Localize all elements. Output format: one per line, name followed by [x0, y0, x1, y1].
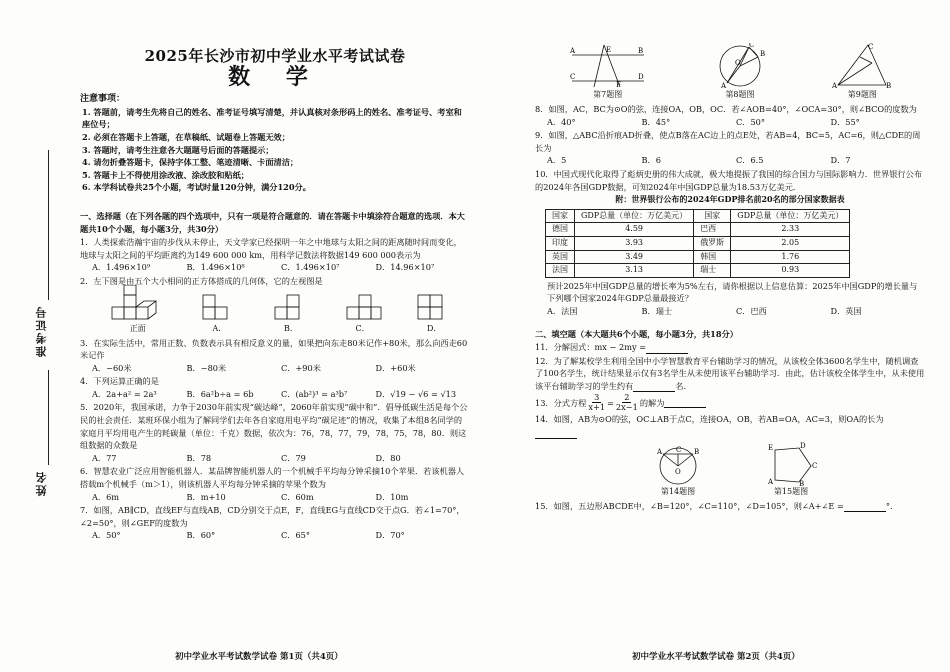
footer-right: 初中学业水平考试数学试卷 第2页（共4页） — [632, 652, 800, 662]
mid-figures — [547, 441, 925, 499]
right-column — [535, 40, 925, 512]
q8-option-d[interactable]: D．55° — [830, 116, 860, 127]
circle-chord-figure-icon — [653, 442, 703, 486]
q10-option-d[interactable]: D．英国 — [830, 305, 862, 316]
question-4: 4．下列运算正确的是 — [80, 376, 159, 387]
q6-options — [80, 491, 470, 504]
q9-option-d[interactable]: D．7 — [830, 155, 851, 166]
q5-option-d[interactable]: D．80 — [375, 452, 401, 463]
q7-option-c[interactable]: C．65° — [281, 530, 310, 541]
figure-15 — [763, 442, 819, 499]
view-b-icon — [271, 293, 311, 323]
circle-chords-figure-icon — [713, 43, 767, 89]
q13-fraction-2: $\frac{2}{2x-1}$ — [615, 392, 638, 413]
question-8: 8．如图，AC，BC为⊙O的弦，连接OA，OB，OC．若∠AOB=40°，∠OCA=30°，则∠BCO的度数为 — [535, 104, 917, 114]
q7-option-a[interactable]: A．50° — [92, 530, 121, 541]
footer-left: 初中学业水平考试数学试卷 第1页（共4页） — [175, 652, 343, 662]
svg-text:C: C — [676, 446, 682, 455]
q6-option-b[interactable]: B．m+10 — [186, 491, 226, 502]
subject-title: 数 学 — [228, 63, 322, 90]
q8-option-c[interactable]: C．50° — [736, 116, 765, 127]
q3-option-d[interactable]: D．+60米 — [375, 362, 416, 373]
figure-7-caption: 第7题图 — [593, 90, 623, 100]
q10-option-a[interactable]: A．法国 — [547, 305, 578, 316]
question-10: 10．中国式现代化取得了彪炳史册的伟大成就，极大地提振了我国的综合国力与国际影响力．世界银行公布的2024年各国GDP数据，可知2024年中国GDP总量为18.53万亿美元． — [535, 168, 923, 192]
q2-option-a-figure[interactable]: A． — [199, 293, 239, 336]
q5-option-b[interactable]: B．78 — [186, 452, 212, 463]
q7-option-b[interactable]: B．60° — [186, 530, 216, 541]
figure-8-caption: 第8题图 — [725, 90, 755, 100]
note-item: 2. 必须在答题卡上答题，在草稿纸、试题卷上答题无效； — [82, 131, 290, 142]
q5-option-a[interactable]: A．77 — [92, 452, 117, 463]
notes-heading: 注意事项： — [80, 94, 126, 105]
svg-text:D: D — [800, 442, 806, 451]
question-1: 1．人类探索浩瀚宇宙的步伐从未停止，天文学家已经探明一年之中地球与太阳之间的距离随时间而变化，地球与太阳之间的平均距离约为149 600 000 km，用科学记数法将数据149 600 000表示为 — [80, 237, 462, 260]
section1-heading: 一、选择题（在下列各题的四个选项中，只有一项是符合题意的．请在答题卡中填涂符合题意的选项．本大题共10个小题，每小题3分，共30分） — [80, 210, 465, 234]
question-11: 11．分解因式：mx − 2my = — [535, 341, 925, 354]
q3-options — [80, 362, 470, 375]
q7-option-d[interactable]: D．70° — [375, 530, 405, 541]
triangle-fold-figure-icon — [832, 43, 892, 89]
note-item: 3. 答题时，请考生注意各大题题号后面的答题提示； — [82, 144, 274, 155]
name-line — [48, 370, 49, 465]
q3-option-a[interactable]: A．−60米 — [92, 362, 132, 373]
table-row: 德国 4.59 巴西 2.33 — [546, 223, 850, 237]
svg-text:A: A — [832, 82, 838, 90]
q2-front-label: 正面 — [129, 323, 146, 333]
note-item: 4. 请勿折叠答题卡，保持字体工整、笔迹清晰、卡面清洁； — [82, 157, 299, 168]
section2-heading: 二、填空题（本大题共6个小题，每小题3分，共18分） — [535, 328, 738, 339]
figure-9-caption: 第9题图 — [847, 90, 877, 100]
q3-option-c[interactable]: C．+90米 — [281, 362, 321, 373]
svg-text:B: B — [637, 47, 643, 56]
ticket-line — [48, 150, 49, 300]
question-12: 12．为了解某校学生利用全国中小学智慧教育平台辅助学习的情况，从该校全体3600名学生中，随机调查了100名学生，统计结果显示仅有3名学生从未使用该平台辅助学习．由此，估计该校全体学生中，从未使用该平台辅助学习的学生约有 名. — [535, 355, 925, 391]
q5-options — [80, 452, 470, 465]
q3-option-b[interactable]: B．−80米 — [186, 362, 227, 373]
q2-figures — [92, 290, 470, 336]
gdp-table — [545, 209, 850, 278]
table-row: 英国 3.49 韩国 1.76 — [546, 250, 850, 264]
svg-text:O: O — [734, 59, 741, 68]
q8-option-b[interactable]: B．45° — [641, 116, 671, 127]
svg-text:C: C — [868, 43, 874, 52]
q10-options — [535, 305, 925, 318]
q1-option-b[interactable]: B．1.496×10⁸ — [186, 262, 245, 273]
gdp-table-caption: 附：世界银行公布的2024年GDP排名前20名的部分国家数据表 — [615, 194, 845, 205]
question-2: 2．左下图是由五个大小相同的正方体搭成的几何体，它的左视图是 — [80, 275, 323, 286]
q9-option-b[interactable]: B．6 — [641, 155, 661, 166]
question-6: 6．智慧农业广泛应用智能机器人．某品牌智能机器人的一个机械手平均每分钟采摘10个苹果．若该机器人搭载m个机械手（m＞1），则该机器人平均每分钟采摘的苹果个数为 — [80, 466, 465, 490]
svg-text:A: A — [768, 478, 774, 487]
figure-9 — [832, 43, 892, 102]
svg-text:E: E — [605, 46, 611, 55]
q9-options — [535, 154, 925, 167]
question-13: 13．分式方程 $\frac{3}{x+1}$ = $\frac{2}{2x-1}$ 的解为 — [535, 393, 925, 412]
q5-option-c[interactable]: C．79 — [281, 452, 306, 463]
cube-stack-icon — [108, 285, 168, 323]
parallel-lines-figure-icon — [568, 43, 648, 89]
q9-option-c[interactable]: C．6.5 — [736, 155, 764, 166]
q6-option-c[interactable]: C．60m — [281, 491, 314, 502]
question-9: 9．如图，△ABC沿折痕AD折叠，使点B落在AC边上的点E处，若AB=4，BC=5，AC=6，则△CDE的周长为 — [535, 130, 921, 153]
q7-options — [80, 529, 470, 542]
svg-text:E: E — [768, 444, 774, 453]
svg-text:C: C — [748, 43, 755, 50]
note-item: 5. 答题卡上不得使用涂改液、涂改胶和贴纸； — [82, 169, 249, 180]
question-3: 3．在实际生活中，常用正数、负数表示具有相反意义的量，如果把向东走80米记作+80米，那么向西走60米记作 — [80, 337, 468, 361]
q6-option-d[interactable]: D．10m — [375, 491, 409, 502]
svg-text:A: A — [720, 82, 727, 90]
q10-option-b[interactable]: B．瑞士 — [641, 305, 673, 316]
view-d-icon — [414, 293, 454, 323]
q8-options — [535, 116, 925, 129]
question-7: 7．如图，AB∥CD，直线EF与直线AB，CD分别交于点E，F，直线EG与直线CD交于点G．若∠1=70°，∠2=50°，则∠GEF的度数为 — [80, 505, 465, 528]
view-a-icon — [199, 293, 239, 323]
q6-option-a[interactable]: A．6m — [92, 491, 120, 502]
q2-option-c-figure[interactable]: C． — [343, 293, 383, 336]
q1-option-d[interactable]: D．14.96×10⁷ — [375, 262, 435, 273]
question-14: 14．如图，AB为⊙O的弦，OC⊥AB于点C，连接OA，OB，若AB=OA，AC=3，则OA的长为 — [535, 413, 925, 438]
q10-option-c[interactable]: C．巴西 — [736, 305, 767, 316]
q4-option-c[interactable]: C．(ab²)³ = a³b⁷ — [281, 388, 348, 399]
q1-options — [80, 261, 470, 274]
q8-option-a[interactable]: A．40° — [547, 116, 576, 127]
svg-text:C: C — [569, 73, 576, 82]
question-15: 15．如图，五边形ABCDE中，∠B=120°，∠C=110°，∠D=105°，则∠A+∠E = °. — [535, 500, 893, 511]
pentagon-figure-icon — [763, 442, 819, 486]
svg-text:C: C — [812, 462, 818, 471]
q1-option-a[interactable]: A．1.496×10⁹ — [92, 262, 151, 273]
figure-14 — [653, 442, 703, 499]
svg-text:B: B — [759, 50, 766, 59]
q4-option-a[interactable]: A．2a+a² = 2a³ — [92, 388, 157, 399]
table-row: 法国 3.13 瑞士 0.93 — [546, 264, 850, 278]
figure-14-caption: 第14题图 — [660, 487, 696, 497]
name-label: 姓名 — [35, 470, 48, 496]
q10-tail: 预计2025年中国GDP总量的增长率为5%左右，请你根据以上信息估算：2025年中国GDP的增长量与下列哪个国家2024年GDP总量最接近？ — [547, 280, 918, 304]
q15-answer-blank[interactable] — [844, 502, 886, 512]
q9-option-a[interactable]: A．5 — [547, 155, 567, 166]
page-title: 2025年长沙市初中学业水平考试试卷 — [144, 47, 406, 65]
gdp-table-header: 国家 GDP总量（单位：万亿美元） 国家 GDP总量（单位：万亿美元） — [546, 209, 850, 223]
q11-answer-blank[interactable] — [646, 344, 688, 354]
figure-7 — [568, 43, 648, 102]
q2-option-b-figure[interactable]: B． — [271, 293, 311, 336]
table-row: 印度 3.93 俄罗斯 2.05 — [546, 236, 850, 250]
q14-answer-blank[interactable] — [535, 429, 577, 439]
figure-15-caption: 第15题图 — [773, 487, 809, 497]
svg-text:B: B — [799, 480, 805, 487]
svg-text:A: A — [657, 448, 663, 457]
top-figures — [535, 42, 925, 102]
note-item: 6. 本学科试卷共25个小题，考试时量120分钟，满分120分。 — [82, 182, 311, 193]
svg-text:D: D — [637, 73, 644, 82]
question-5: 5．2020年，我国承诺，力争于2030年前实现“碳达峰”，2060年前实现“碳中和”．倡导低碳生活是每个公民的社会责任．某班环保小组为了解同学们去年各自家庭用电平均“碳足迹”的情况，收集了本组8名同学的家庭月平均用电产生的耗碳量（单位：千克）数据，依次为：76，78，77，79，78，75，78，80．则这组数据的众数是 — [80, 402, 468, 451]
q4-option-d[interactable]: D．√19 − √6 = √13 — [375, 388, 457, 399]
q13-answer-blank[interactable] — [664, 398, 706, 408]
svg-text:F: F — [615, 81, 621, 90]
q13-fraction-1: $\frac{3}{x+1}$ — [588, 392, 606, 413]
figure-8 — [713, 43, 767, 102]
svg-text:A: A — [569, 47, 575, 56]
q1-option-c[interactable]: C．1.496×10⁷ — [281, 262, 340, 273]
q2-option-d-figure[interactable]: D． — [414, 293, 454, 336]
view-c-icon — [343, 293, 383, 323]
svg-text:O: O — [675, 468, 681, 477]
left-column — [80, 36, 470, 542]
ticket-number-label: 准考证号 — [35, 305, 48, 357]
q4-options — [80, 388, 470, 401]
note-item: 1. 答题前，请考生先将自己的姓名、准考证号填写清楚，并认真核对条形码上的姓名、准考证号、考室和座位号； — [82, 106, 462, 130]
q4-option-b[interactable]: B．6a²b÷a = 6b — [186, 388, 254, 399]
q2-solid-figure — [108, 285, 168, 336]
svg-text:B: B — [694, 448, 700, 457]
svg-text:B: B — [886, 82, 892, 90]
q12-answer-blank[interactable] — [633, 382, 675, 392]
